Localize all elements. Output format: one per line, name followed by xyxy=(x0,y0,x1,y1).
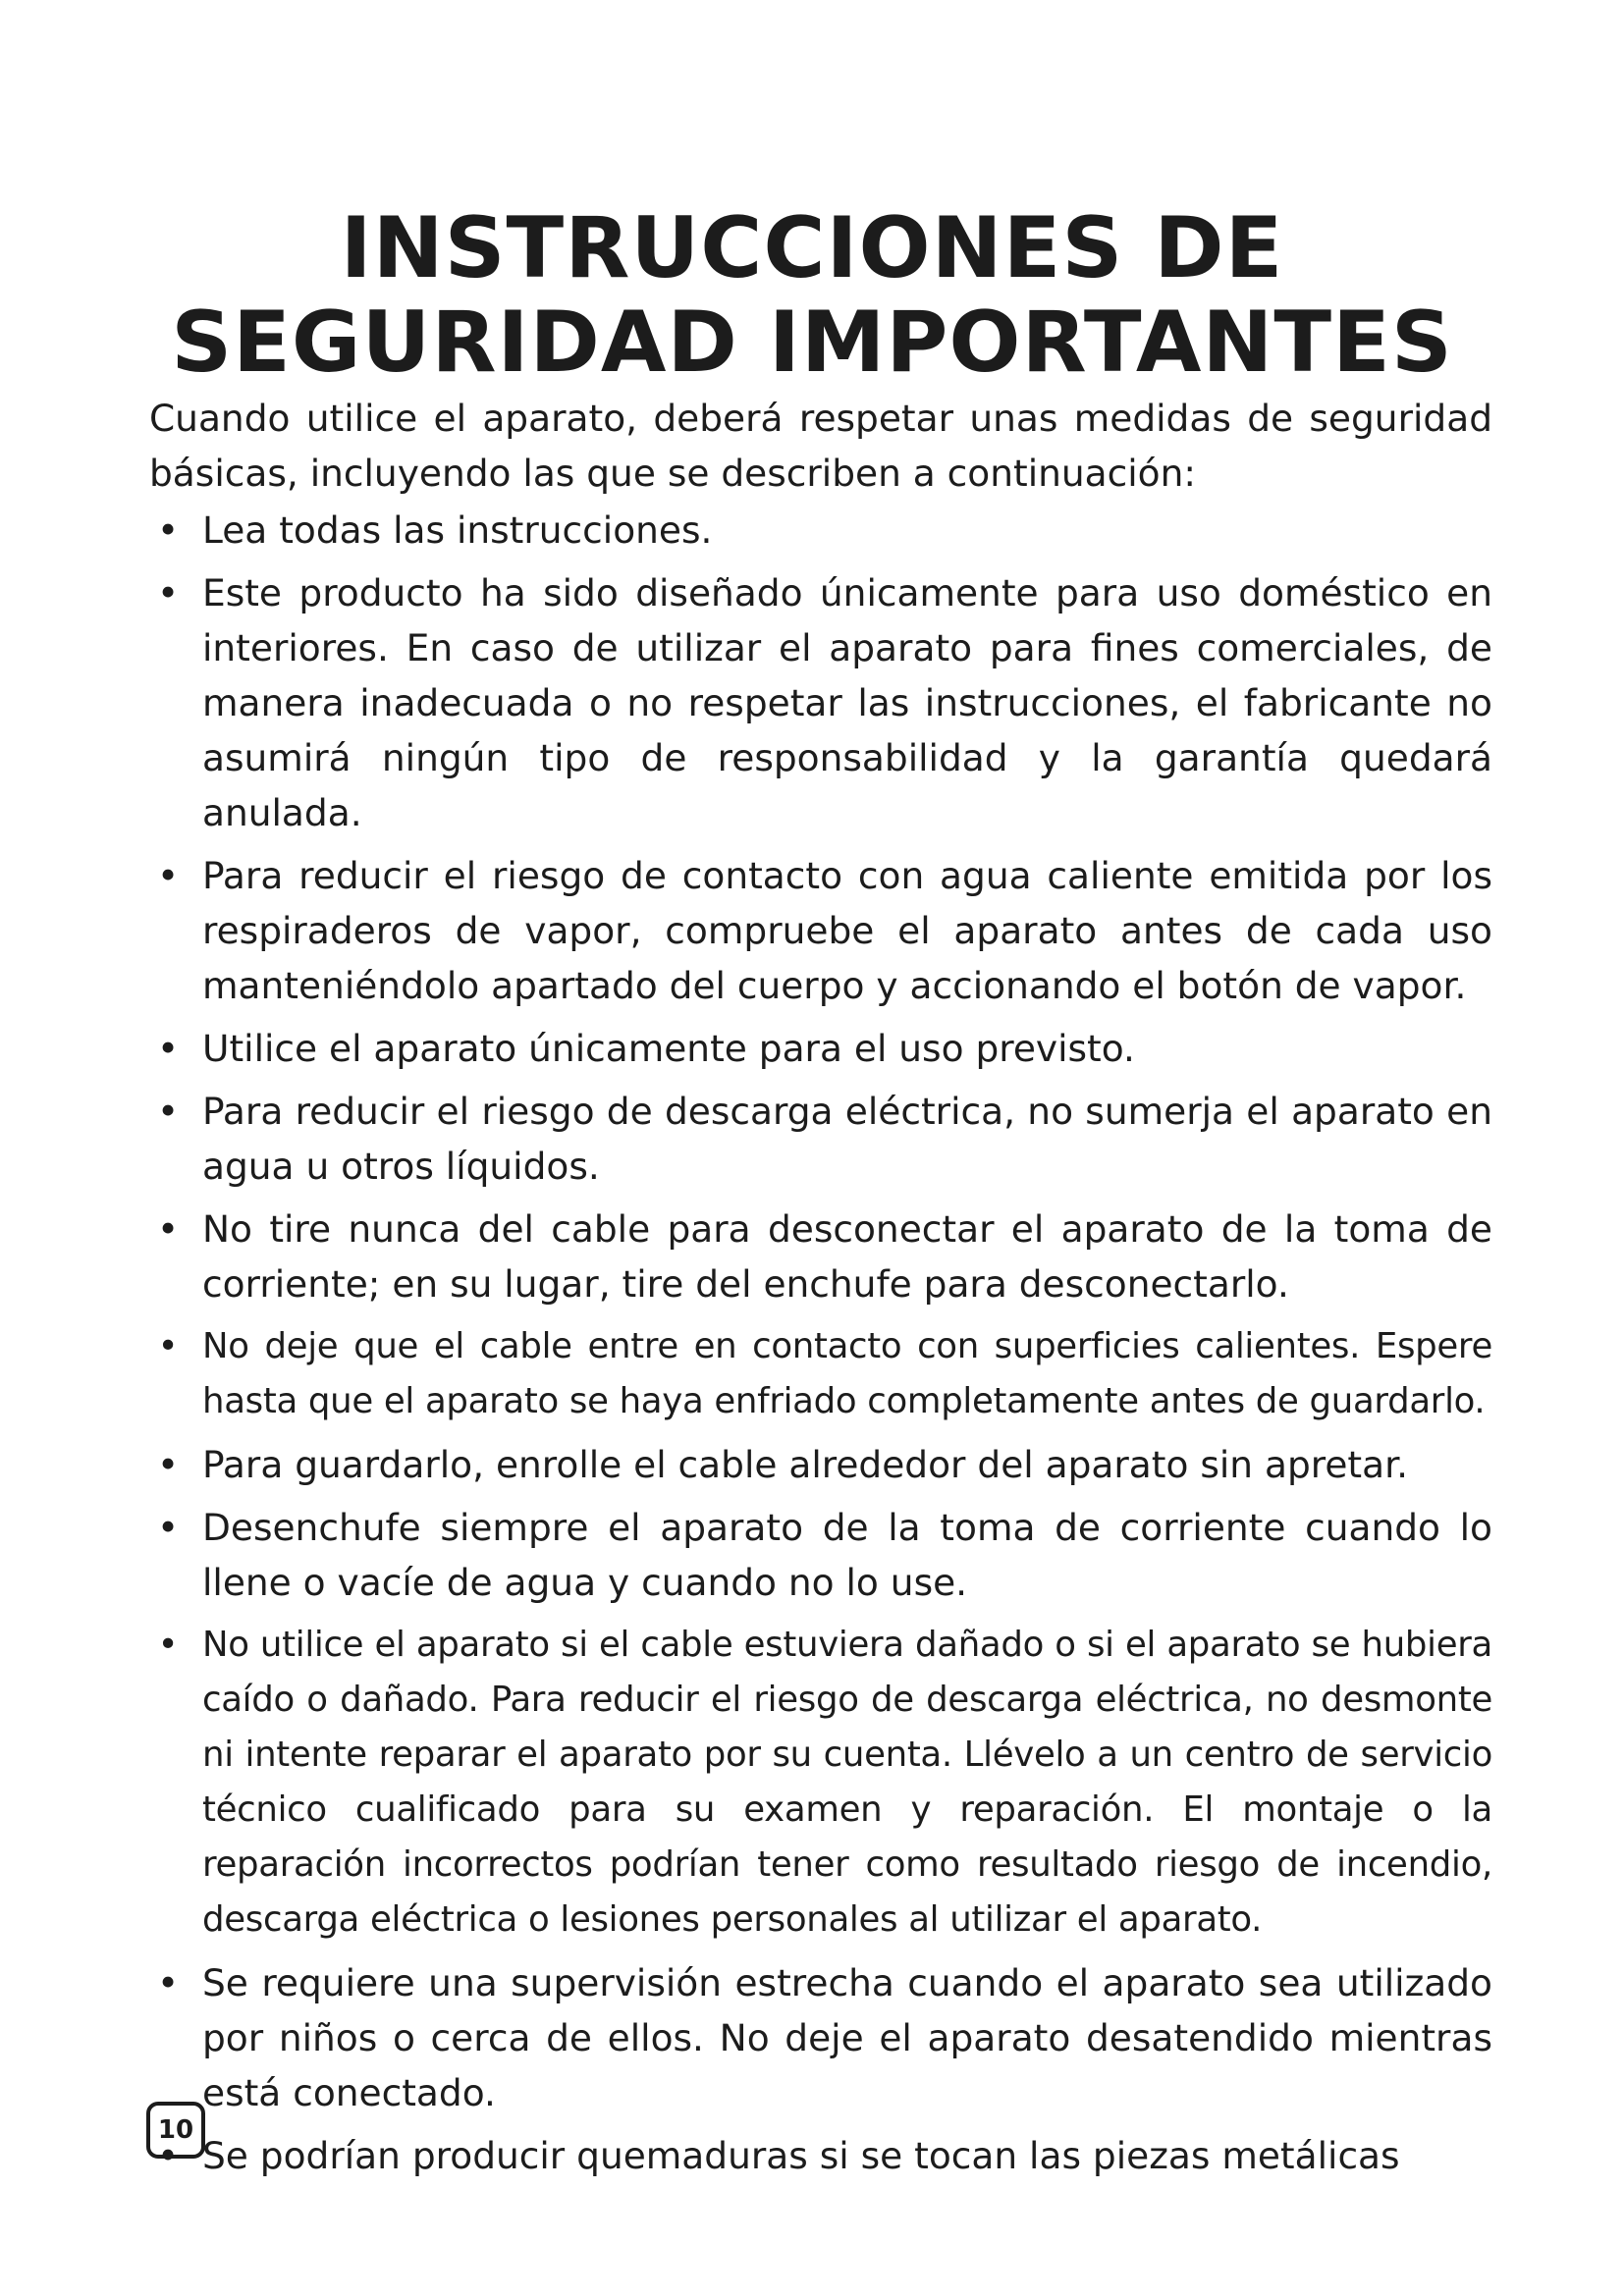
intro-paragraph: Cuando utilice el aparato, deberá respetar unas medidas de seguridad básicas, incluyendo las que se describen a continuación: xyxy=(149,397,1492,495)
list-item xyxy=(149,2128,1492,2183)
bullet-icon: • xyxy=(157,1443,180,1486)
page-title-line-1: INSTRUCCIONES DE xyxy=(340,199,1284,297)
bullet-icon: • xyxy=(157,1961,180,2004)
list-item xyxy=(149,848,1492,1013)
bullet-icon: • xyxy=(157,1506,180,1549)
list-item-text: No utilice el aparato si el cable estuviera dañado o si el aparato se hubiera caído o dañado. Para reducir el riesgo de descarga eléctrica, no desmonte ni intente reparar el aparato por su cuenta. Llévelo a un centro de servicio técnico cualificado para su examen y reparación. El montaje o la reparación incorrectos podrían tener como resultado riesgo de incendio, descarga eléctrica o lesiones personales al utilizar el aparato. xyxy=(202,1625,1492,1940)
list-item-text: No tire nunca del cable para desconectar el aparato de la toma de corriente; en su lugar, tire del enchufe para desconectarlo. xyxy=(202,1207,1492,1306)
list-item-text: Para reducir el riesgo de descarga eléctrica, no sumerja el aparato en agua u otros líquidos. xyxy=(202,1090,1492,1188)
bullet-icon: • xyxy=(157,508,180,552)
list-item xyxy=(149,1955,1492,2120)
list-item xyxy=(149,1021,1492,1076)
list-item-text: Se podrían producir quemaduras si se tocan las piezas metálicas xyxy=(202,2134,1400,2177)
list-item xyxy=(149,1500,1492,1610)
bullet-icon: • xyxy=(157,1326,179,1366)
list-item-text: Se requiere una supervisión estrecha cuando el aparato sea utilizado por niños o cerca de ellos. No deje el aparato desatendido mientras está conectado. xyxy=(202,1961,1492,2114)
list-item-text: No deje que el cable entre en contacto con superficies calientes. Espere hasta que el aparato se haya enfriado completamente antes de guardarlo. xyxy=(202,1326,1492,1421)
page-title-line-2: SEGURIDAD IMPORTANTES xyxy=(171,294,1453,392)
list-item xyxy=(149,1319,1492,1429)
list-item xyxy=(149,1437,1492,1492)
bullet-icon: • xyxy=(157,1027,180,1070)
bullet-icon: • xyxy=(157,1625,179,1665)
list-item-text: Para guardarlo, enrolle el cable alrededor del aparato sin apretar. xyxy=(202,1443,1408,1486)
safety-content xyxy=(149,391,1492,2191)
page-number-badge: 10 xyxy=(146,2102,205,2159)
list-item-text: Lea todas las instrucciones. xyxy=(202,508,713,552)
list-item xyxy=(149,1201,1492,1311)
bullet-icon: • xyxy=(157,854,180,897)
list-item xyxy=(149,1084,1492,1194)
bullet-icon: • xyxy=(157,1207,180,1251)
list-item-text: Este producto ha sido diseñado únicamente para uso doméstico en interiores. En caso de utilizar el aparato para fines comerciales, de manera inadecuada o no respetar las instrucciones, el fabricante no asumirá ningún tipo de responsabilidad y la garantía quedará anulada. xyxy=(202,571,1492,834)
bullet-icon: • xyxy=(157,2134,180,2177)
list-item-text: Desenchufe siempre el aparato de la toma de corriente cuando lo llene o vacíe de agua y cuando no lo use. xyxy=(202,1506,1492,1604)
bullet-icon: • xyxy=(157,571,180,614)
list-item xyxy=(149,565,1492,840)
bullet-icon: • xyxy=(157,1090,180,1133)
list-item xyxy=(149,1618,1492,1948)
list-item-text: Utilice el aparato únicamente para el uso previsto. xyxy=(202,1027,1135,1070)
safety-list xyxy=(149,503,1492,2183)
list-item xyxy=(149,503,1492,558)
page-title xyxy=(0,201,1624,390)
list-item-text: Para reducir el riesgo de contacto con agua caliente emitida por los respiraderos de vapor, compruebe el aparato antes de cada uso manteniéndolo apartado del cuerpo y accionando el botón de vapor. xyxy=(202,854,1492,1007)
